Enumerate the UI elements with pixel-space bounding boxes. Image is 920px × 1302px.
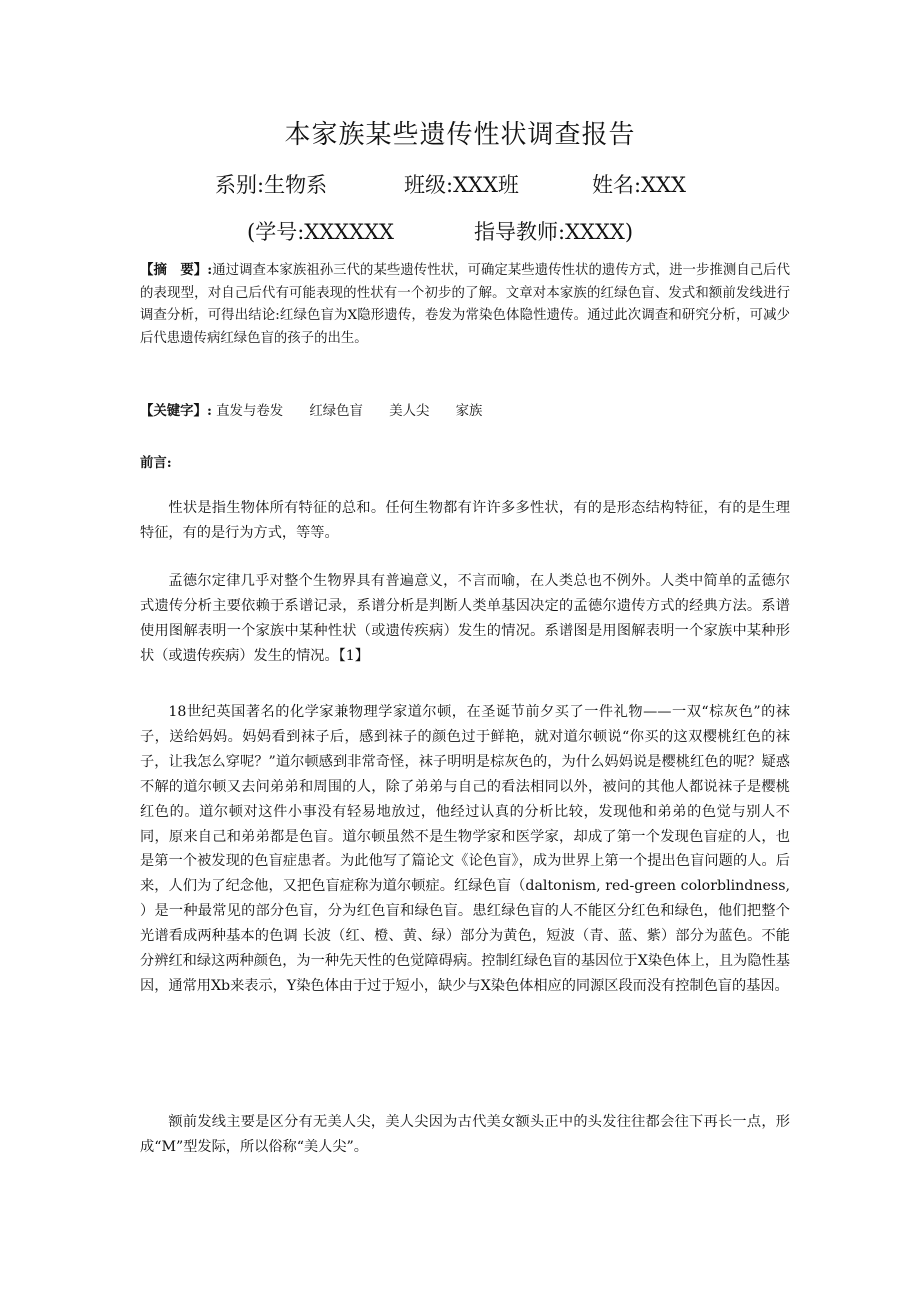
keyword-item: 红绿色盲 <box>309 404 363 419</box>
paragraph-mendel: 孟德尔定律几乎对整个生物界具有普遍意义，不言而喻，在人类总也不例外。人类中简单的孟德尔式遗传分析主要依赖于系谱记录，系谱分析是判断人类单基因决定的孟德尔遗传方式的经典方法。系谱使用图解表明一个家族中某种性状（或遗传疾病）发生的情况。系谱图是用图解表明一个家族中某种形状（或遗传疾病）发生的情况。【1】 <box>140 573 790 664</box>
report-title: 本家族某些遗传性状调查报告 <box>284 120 636 150</box>
abstract-text: 通过调查本家族祖孙三代的某些遗传性状，可确定某些遗传性状的遗传方式，进一步推测自己后代的表现型，对自己后代有可能表现的性状有一个初步的了解。文章对本家族的红绿色盲、发式和额前发线进行调查分析，可得出结论:红绿色盲为X隐形遗传，卷发为常染色体隐性遗传。通过此次调查和研究分析，可减少后代患遗传病红绿色盲的孩子的出生。 <box>140 263 790 346</box>
paragraph-dalton: 18世纪英国著名的化学家兼物理学家道尔顿，在圣诞节前夕买了一件礼物——一双“棕灰色”的袜子，送给妈妈。妈妈看到袜子后，感到袜子的颜色过于鲜艳，就对道尔顿说“你买的这双樱桃红色的袜子，让我怎么穿呢？”道尔顿感到非常奇怪，袜子明明是棕灰色的，为什么妈妈说是樱桃红色的呢？疑惑不解的道尔顿又去问弟弟和周围的人，除了弟弟与自己的看法相同以外，被问的其他人都说袜子是樱桃红色的。道尔顿对这件小事没有轻易地放过，他经过认真的分析比较，发现他和弟弟的色觉与别人不同，原来自己和弟弟都是色盲。道尔顿虽然不是生物学家和医学家，却成了第一个发现色盲症的人，也是第一个被发现的色盲症患者。为此他写了篇论文《论色盲》，成为世界上第一个提出色盲问题的人。后来，人们为了纪念他，又把色盲症称为道尔顿症。红绿色盲（daltonism, red-green colorblindness, ）是一种最常见的部分色盲，分为红色盲和绿色盲。患红绿色盲的人不能区分红色和绿色，他们把整个光谱看成两种基本的色调 长波（红、橙、黄、绿）部分为黄色，短波（青、蓝、紫）部分为蓝色。不能分辨红和绿这两种颜色，为一种先天性的色觉障碍病。控制红绿色盲的基因位于X染色体上，且为隐性基因，通常用Xb来表示，Y染色体由于过于短小，缺少与X染色体相应的同源区段而没有控制色盲的基因。 <box>140 704 790 994</box>
keyword-item: 直发与卷发 <box>216 404 284 419</box>
abstract <box>140 259 790 350</box>
paragraph-traits: 性状是指生物体所有特征的总和。任何生物都有许许多多性状，有的是形态结构特征，有的是生理特征，有的是行为方式，等等。 <box>140 500 790 541</box>
abstract-label: 【摘 要】: <box>140 262 213 278</box>
student-id-label: (学号:XXXXXX <box>247 220 394 244</box>
advisor-label: 指导教师:XXXX) <box>474 220 634 244</box>
class-label: 班级:XXX班 <box>404 173 519 197</box>
keyword-item: 美人尖 <box>389 404 430 419</box>
department-label: 系别:生物系 <box>215 173 328 197</box>
preface-heading: 前言: <box>140 455 172 471</box>
paragraph-hairline: 额前发线主要是区分有无美人尖，美人尖因为古代美女额头正中的头发往往都会往下再长一点，形成“M”型发际，所以俗称“美人尖”。 <box>140 1114 790 1155</box>
name-label: 姓名:XXX <box>592 173 686 197</box>
keyword-item: 家族 <box>455 404 483 419</box>
keywords-label: 【关键字】: <box>140 403 212 419</box>
keywords <box>140 400 790 423</box>
